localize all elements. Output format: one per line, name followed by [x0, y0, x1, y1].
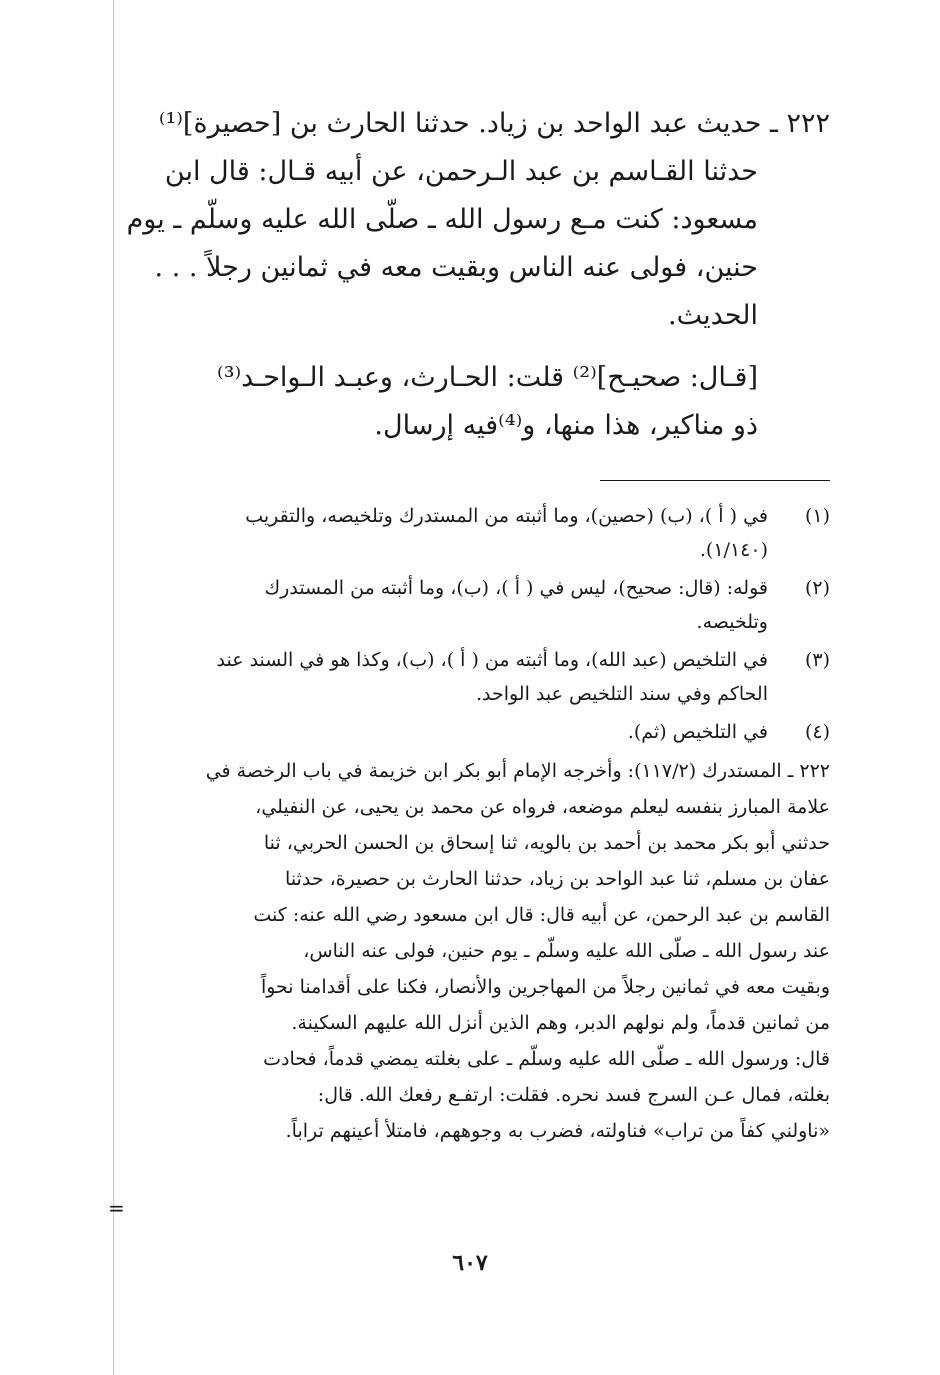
takhrij-section — [125, 753, 830, 1149]
footnote-line: قوله: (قال: صحيح)، ليس في ( أ )، (ب)، وما أثبته من المستدرك — [264, 577, 768, 599]
footnote-number: (٣) — [804, 649, 830, 671]
takhrij-line: علامة المبارز بنفسه ليعلم موضعه، فرواه عن محمد بن يحيى، عن النفيلي، — [255, 796, 830, 818]
page-number: ٦٠٧ — [452, 1250, 488, 1276]
takhrij-line: ٢٢٢ ـ المستدرك (١١٧/٢): وأخرجه الإمام أبو بكر ابن خزيمة في باب الرخصة في — [205, 760, 830, 782]
takhrij-line: من ثمانين قدماً، ولم نولهم الدبر، وهم الذين أنزل الله عليهم السكينة. — [291, 1012, 830, 1034]
comment-line: ذو مناكير، هذا منها، و⁽⁴⁾فيه إرسال. — [374, 410, 758, 441]
hadith-line: حدثنا القـاسم بن عبد الـرحمن، عن أبيه قـال: قال ابن — [164, 156, 758, 187]
footnote-line: في التلخيص (ثم). — [627, 721, 768, 743]
footnote-line: وتلخيصه. — [696, 611, 768, 633]
footnote-number: (١) — [804, 505, 830, 527]
hadith-line: الحديث. — [668, 300, 758, 331]
footnote-number: (٢) — [804, 577, 830, 599]
footnote — [125, 643, 830, 711]
critic-comment — [125, 354, 830, 450]
takhrij-line: قال: ورسول الله ـ صلّى الله عليه وسلّم ـ على بغلته يمضي قدماً، فحادت — [263, 1048, 830, 1070]
takhrij-line: عند رسول الله ـ صلّى الله عليه وسلّم ـ يوم حنين، فولى عنه الناس، — [303, 940, 830, 962]
footnote-line: (١/١٤٠). — [699, 539, 768, 561]
footnote-text — [125, 571, 768, 639]
takhrij-line: بغلته، فمال عـن السرج فسد نحره. فقلت: ارتفـع رفعك الله. قال: — [317, 1084, 830, 1106]
footnote — [125, 571, 830, 639]
comment-line: [قـال: صحيـح]⁽²⁾ قلت: الحـارث، وعبـد الـواحـد⁽³⁾ — [217, 362, 758, 393]
takhrij-line: القاسم بن عبد الرحمن، عن أبيه قال: قال ابن مسعود رضي الله عنه: كنت — [253, 904, 830, 926]
hadith-line: حنين، فولى عنه الناس وبقيت معه في ثمانين رجلاً . . . — [154, 252, 758, 283]
page-edge-line — [113, 0, 114, 1375]
footnote-text — [125, 643, 768, 711]
takhrij-line: وبقيت معه في ثمانين رجلاً من المهاجرين والأنصار، فكنا على أقدامنا نحواً — [260, 976, 830, 998]
takhrij-line: عفان بن مسلم، ثنا عبد الواحد بن زياد، حدثنا الحارث بن حصيرة، حدثنا — [285, 868, 830, 890]
footnote — [125, 499, 830, 567]
hadith-line: ٢٢٢ ـ حديث عبد الواحد بن زياد. حدثنا الحارث بن [حصيرة]⁽¹⁾ — [158, 108, 830, 139]
takhrij-line: «ناولني كفاً من تراب» فناولته، فضرب به وجوههم، فامتلأ أعينهم تراباً. — [285, 1120, 830, 1142]
footnote-number: (٤) — [804, 721, 830, 743]
takhrij-line: حدثني أبو بكر محمد بن أحمد بن بالويه، ثنا إسحاق بن الحسن الحربي، ثنا — [263, 832, 830, 854]
footnote-text — [125, 499, 768, 567]
footnote — [125, 715, 830, 749]
page-content — [125, 100, 830, 1149]
hadith-line: مسعود: كنت مـع رسول الله ـ صلّى الله عليه وسلّم ـ يوم — [126, 204, 758, 235]
continuation-mark: = — [108, 1196, 125, 1220]
footnote-line: في التلخيص (عبد الله)، وما أثبته من ( أ )، (ب)، وكذا هو في السند عند — [216, 649, 768, 671]
footnote-text — [125, 715, 768, 749]
footnotes — [125, 499, 830, 749]
footnote-line: الحاكم وفي سند التلخيص عبد الواحد. — [475, 683, 768, 705]
footnote-separator — [600, 480, 830, 481]
footnote-line: في ( أ )، (ب) (حصين)، وما أثبته من المستدرك وتلخيصه، والتقريب — [245, 505, 768, 527]
hadith-text — [125, 100, 830, 340]
